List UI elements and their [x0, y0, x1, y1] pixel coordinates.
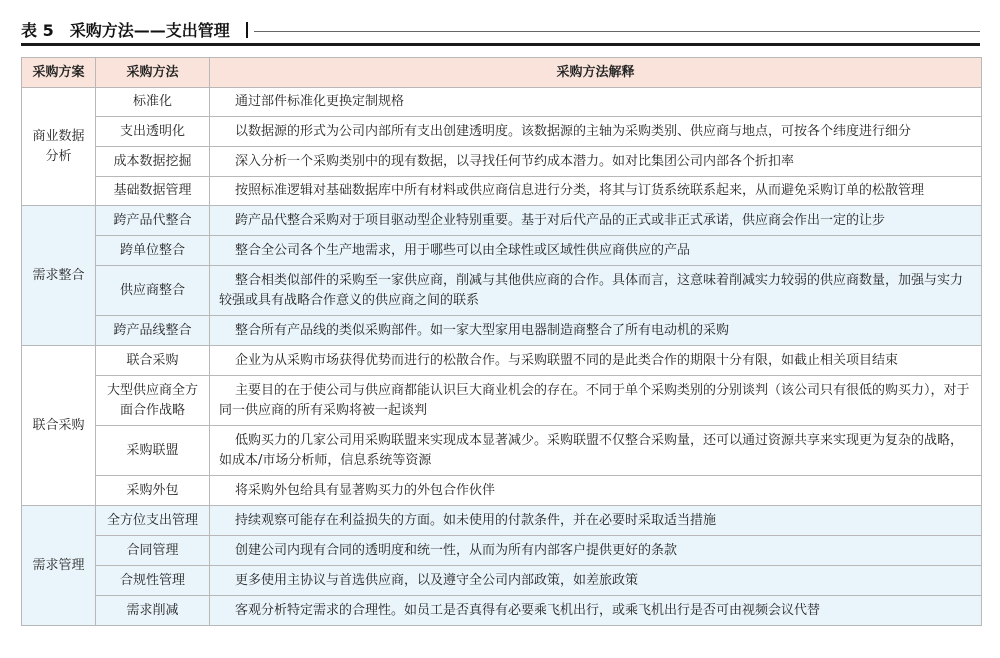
desc-cell: [210, 506, 982, 536]
desc-text: 低购买力的几家公司用采购联盟来实现成本显著减少。采购联盟不仅整合采购量，还可以通过资源共享来实现更为复杂的战略，如成本/市场分析师，信息系统等资源: [219, 432, 964, 468]
table-row: [22, 506, 982, 536]
title-rule: [254, 31, 980, 32]
table-row: [22, 236, 982, 266]
table-row: [22, 536, 982, 566]
desc-cell: [210, 426, 982, 476]
method-cell: 成本数据挖掘: [96, 147, 210, 177]
desc-text: 更多使用主协议与首选供应商，以及遵守全公司内部政策，如差旅政策: [235, 572, 639, 588]
desc-text: 深入分析一个采购类别中的现有数据，以寻找任何节约成本潜力。如对比集团公司内部各个折扣率: [235, 153, 795, 169]
method-cell: 联合采购: [96, 346, 210, 376]
desc-cell: [210, 88, 982, 117]
desc-text: 主要目的在于使公司与供应商都能认识巨大商业机会的存在。不同于单个采购类别的分别谈判（该公司只有很低的购买力），对于同一供应商的所有采购将被一起谈判: [219, 382, 970, 418]
table-row: [22, 206, 982, 236]
desc-text: 通过部件标准化更换定制规格: [235, 94, 405, 109]
table-row: [22, 88, 982, 117]
desc-cell: [210, 376, 982, 426]
desc-text: 企业为从采购市场获得优势而进行的松散合作。与采购联盟不同的是此类合作的期限十分有限，如截止相关项目结束: [235, 352, 899, 368]
desc-text: 整合所有产品线的类似采购部件。如一家大型家用电器制造商整合了所有电动机的采购: [235, 322, 730, 338]
method-cell: 基础数据管理: [96, 177, 210, 206]
method-cell: 支出透明化: [96, 117, 210, 147]
desc-text: 按照标准逻辑对基础数据库中所有材料或供应商信息进行分类，将其与订货系统联系起来，从而避免采购订单的松散管理: [235, 183, 925, 198]
desc-cell: [210, 316, 982, 346]
desc-cell: [210, 346, 982, 376]
desc-cell: [210, 177, 982, 206]
title-row: [21, 17, 980, 46]
table-row: [22, 566, 982, 596]
plan-cell: 联合采购: [22, 346, 96, 506]
procurement-table: [21, 57, 982, 626]
desc-cell: [210, 536, 982, 566]
desc-cell: [210, 206, 982, 236]
method-cell: 跨产品线整合: [96, 316, 210, 346]
desc-text: 客观分析特定需求的合理性。如员工是否真得有必要乘飞机出行，或乘飞机出行是否可由视频会议代替: [235, 602, 821, 618]
desc-text: 将采购外包给具有显著购买力的外包合作伙伴: [235, 482, 496, 498]
plan-cell: 需求管理: [22, 506, 96, 626]
plan-cell: 需求整合: [22, 206, 96, 346]
table-row: [22, 117, 982, 147]
desc-cell: [210, 117, 982, 147]
method-cell: 合规性管理: [96, 566, 210, 596]
method-label: 大型供应商全方面合作战略: [106, 382, 198, 418]
method-cell: [96, 376, 210, 426]
desc-cell: [210, 147, 982, 177]
col-header-method: 采购方法: [96, 58, 210, 88]
method-cell: 跨单位整合: [96, 236, 210, 266]
header-row: [22, 58, 982, 88]
method-cell: 采购联盟: [96, 426, 210, 476]
table-row: [22, 346, 982, 376]
desc-text: 以数据源的形式为公司内部所有支出创建透明度。该数据源的主轴为采购类别、供应商与地点，可按各个纬度进行细分: [235, 123, 912, 139]
plan-label: 商业数据分析: [32, 128, 85, 164]
plan-cell: [22, 88, 96, 206]
title-marker: [246, 22, 248, 38]
method-cell: 合同管理: [96, 536, 210, 566]
method-cell: 需求削减: [96, 596, 210, 626]
desc-text: 创建公司内现有合同的透明度和统一性，从而为所有内部客户提供更好的条款: [235, 542, 678, 558]
desc-cell: [210, 566, 982, 596]
table-row: [22, 316, 982, 346]
table-row: [22, 476, 982, 506]
desc-cell: [210, 476, 982, 506]
table-row: [22, 177, 982, 206]
col-header-plan: 采购方案: [22, 58, 96, 88]
method-cell: 供应商整合: [96, 266, 210, 316]
desc-text: 跨产品代整合采购对于项目驱动型企业特别重要。基于对后代产品的正式或非正式承诺，供应商会作出一定的让步: [235, 212, 886, 228]
table-row: [22, 596, 982, 626]
table-title: 表 5 采购方法——支出管理: [21, 20, 230, 40]
method-cell: 全方位支出管理: [96, 506, 210, 536]
table-row: [22, 147, 982, 177]
desc-cell: [210, 266, 982, 316]
desc-text: 持续观察可能存在利益损失的方面。如未使用的付款条件，并在必要时采取适当措施: [235, 512, 717, 528]
col-header-desc: 采购方法解释: [210, 58, 982, 88]
desc-cell: [210, 596, 982, 626]
table-row: [22, 376, 982, 426]
method-cell: 跨产品代整合: [96, 206, 210, 236]
method-cell: 标准化: [96, 88, 210, 117]
desc-text: 整合全公司各个生产地需求，用于哪些可以由全球性或区域性供应商供应的产品: [235, 242, 691, 258]
desc-text: 整合相类似部件的采购至一家供应商，削减与其他供应商的合作。具体而言，这意味着削减实力较弱的供应商数量，加强与实力较强或具有战略合作意义的供应商之间的联系: [219, 272, 964, 308]
table-row: [22, 426, 982, 476]
table-row: [22, 266, 982, 316]
method-cell: 采购外包: [96, 476, 210, 506]
desc-cell: [210, 236, 982, 266]
